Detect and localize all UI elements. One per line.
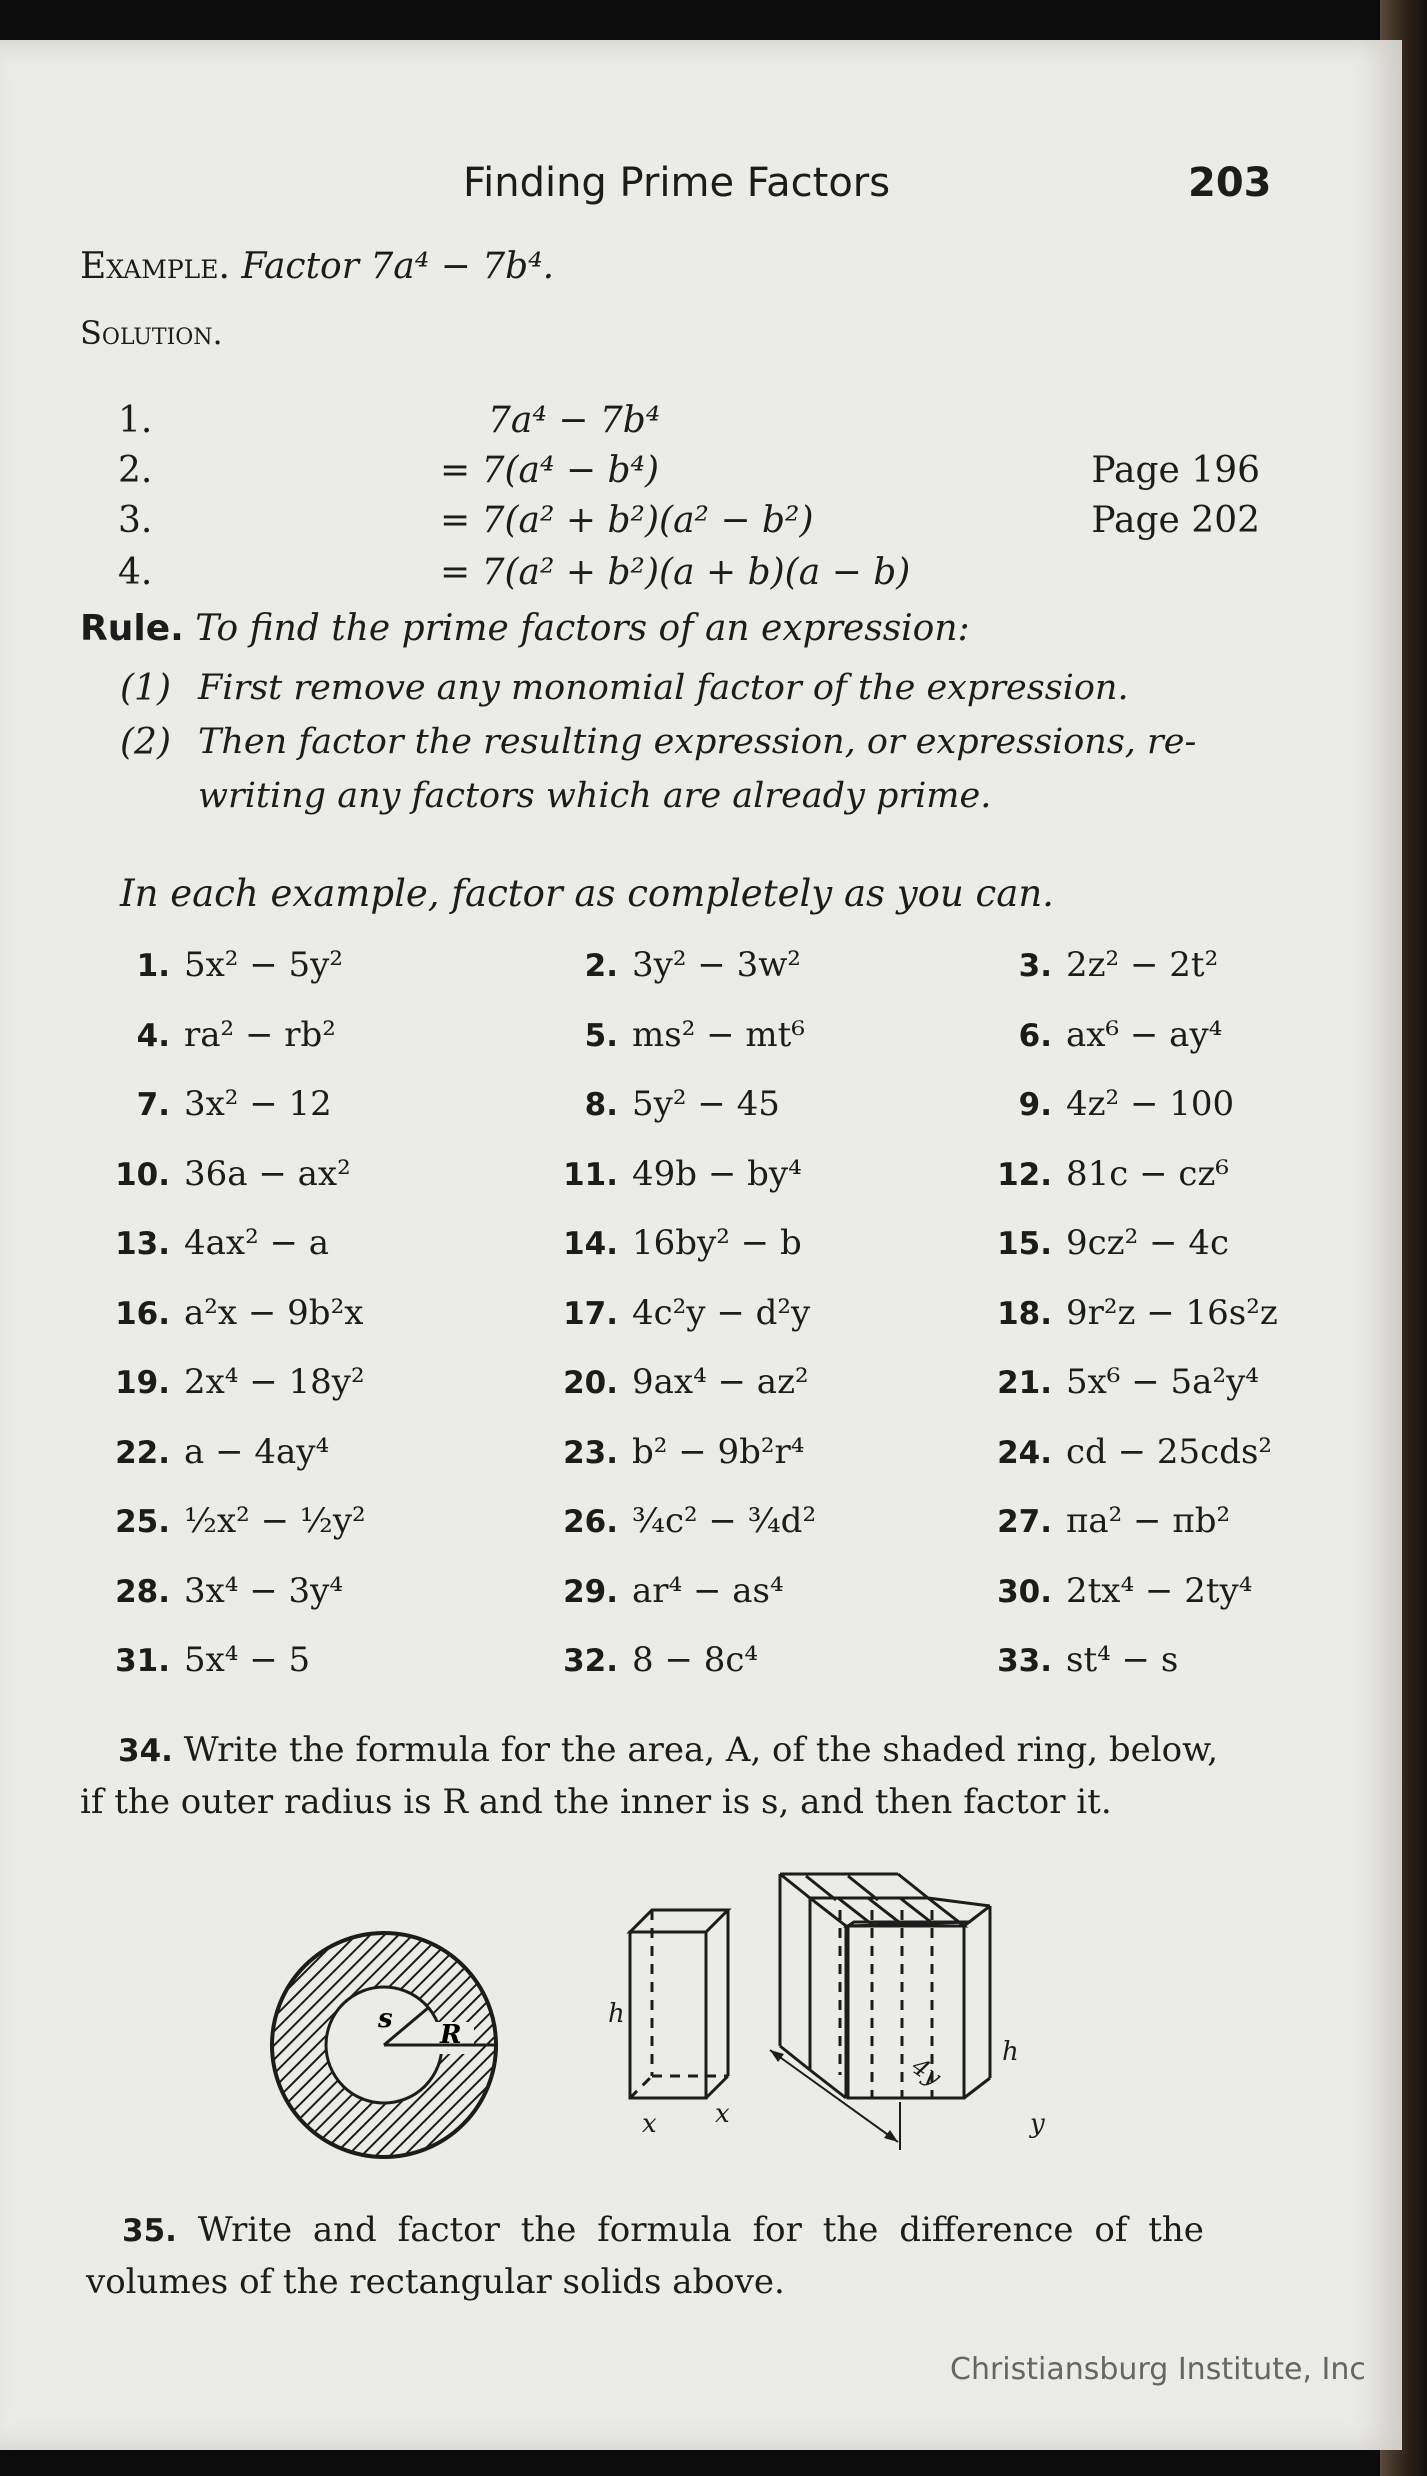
exercise-number: 22. — [115, 1435, 170, 1471]
exercise-expression: st⁴ − s — [1066, 1640, 1179, 1680]
exercise-number: 30. — [997, 1574, 1052, 1610]
exercise-number: 16. — [115, 1296, 170, 1332]
shaded-ring-figure — [272, 1933, 496, 2157]
exercise-expression: 9cz² − 4c — [1066, 1223, 1229, 1263]
exercise-expression: 3y² − 3w² — [632, 945, 801, 985]
problem-34-line-2: if the outer radius is R and the inner is s, and then factor it. — [80, 1782, 1112, 1822]
rule-item-1-text: First remove any monomial factor of the expression. — [198, 668, 1129, 708]
exercise-number: 2. — [584, 948, 618, 984]
exercise-expression: ms² − mt⁶ — [632, 1015, 805, 1055]
page-title: Finding Prime Factors — [463, 160, 891, 206]
solution-step-expression: = 7(a² + b²)(a² − b²) — [440, 500, 814, 541]
solid-4y-label: 4y — [906, 2051, 947, 2092]
watermark: Christiansburg Institute, Inc — [950, 2352, 1366, 2387]
page-number: 203 — [1188, 160, 1272, 206]
exercise-number: 25. — [115, 1504, 170, 1540]
exercise-number: 10. — [115, 1157, 170, 1193]
exercise-number: 6. — [1018, 1018, 1052, 1054]
exercise-expression: 5x⁶ − 5a²y⁴ — [1066, 1362, 1259, 1402]
exercise-expression: ra² − rb² — [184, 1015, 336, 1055]
exercise-expression: 5y² − 45 — [632, 1084, 780, 1124]
exercise-expression: 3x² − 12 — [184, 1084, 332, 1124]
exercise-expression: ar⁴ − as⁴ — [632, 1571, 784, 1611]
example-line — [80, 246, 554, 287]
solid-h-label: h — [1002, 2037, 1019, 2067]
exercise-number: 8. — [584, 1087, 618, 1123]
exercise-number: 7. — [136, 1087, 170, 1123]
solution-label: Solution. — [80, 314, 223, 352]
book-page — [0, 40, 1402, 2450]
exercise-expression: 5x² − 5y² — [184, 945, 344, 985]
exercise-number: 11. — [563, 1157, 618, 1193]
exercise-number: 24. — [997, 1435, 1052, 1471]
exercise-number: 32. — [563, 1643, 618, 1679]
solution-step-number: 1. — [118, 400, 153, 441]
problem-34-line-1 — [118, 1730, 1218, 1770]
example-text: Factor 7a⁴ − 7b⁴. — [241, 246, 555, 287]
solution-step-number: 2. — [118, 450, 153, 491]
long-solid-figure — [770, 1874, 1045, 2150]
solution-step-reference: Page 196 — [1091, 450, 1260, 491]
exercise-expression: 49b − by⁴ — [632, 1154, 802, 1194]
ring-inner-label: s — [378, 2004, 393, 2034]
solution-step-expression: = 7(a⁴ − b⁴) — [440, 450, 660, 491]
exercise-number: 19. — [115, 1365, 170, 1401]
problem-34-text-1: Write the formula for the area, A, of the shaded ring, below, — [183, 1730, 1218, 1770]
problem-35-text-1: Write and factor the formula for the difference of the — [197, 2210, 1204, 2250]
ring-outer-label: R — [440, 2020, 462, 2050]
exercise-number: 21. — [997, 1365, 1052, 1401]
exercise-number: 31. — [115, 1643, 170, 1679]
exercise-expression: 8 − 8c⁴ — [632, 1640, 759, 1680]
exercise-number: 14. — [563, 1226, 618, 1262]
problem-34-number: 34. — [118, 1733, 173, 1769]
problem-35-line-2: volumes of the rectangular solids above. — [86, 2262, 785, 2302]
solution-step-expression: = 7(a² + b²)(a + b)(a − b) — [440, 552, 911, 593]
rule-item-1-number: (1) — [120, 668, 171, 709]
exercise-expression: 2z² − 2t² — [1066, 945, 1219, 985]
problem-35-line-1 — [122, 2210, 1204, 2250]
rule-item-2-text: Then factor the resulting expression, or expressions, re- — [198, 722, 1197, 762]
exercise-expression: 36a − ax² — [184, 1154, 351, 1194]
exercise-expression: 4c²y − d²y — [632, 1293, 811, 1333]
instructions: In each example, factor as completely as you can. — [120, 872, 1054, 915]
exercise-number: 13. — [115, 1226, 170, 1262]
exercise-expression: 4z² − 100 — [1066, 1084, 1235, 1124]
exercise-number: 33. — [997, 1643, 1052, 1679]
exercise-number: 9. — [1018, 1087, 1052, 1123]
exercise-number: 12. — [997, 1157, 1052, 1193]
exercise-expression: 3x⁴ − 3y⁴ — [184, 1571, 344, 1611]
exercise-number: 1. — [136, 948, 170, 984]
rule-item-2-number: (2) — [120, 722, 171, 763]
exercise-expression: ax⁶ − ay⁴ — [1066, 1015, 1223, 1055]
exercise-expression: 9r²z − 16s²z — [1066, 1293, 1278, 1333]
exercise-expression: a²x − 9b²x — [184, 1293, 364, 1333]
exercise-number: 28. — [115, 1574, 170, 1610]
exercise-expression: 5x⁴ − 5 — [184, 1640, 311, 1680]
exercise-expression: 9ax⁴ − az² — [632, 1362, 809, 1402]
exercise-number: 4. — [136, 1018, 170, 1054]
exercise-expression: 16by² − b — [632, 1223, 802, 1263]
exercise-expression: 2tx⁴ − 2ty⁴ — [1066, 1571, 1253, 1611]
box-x-label-1: x — [642, 2109, 657, 2139]
example-label: Example. — [80, 246, 230, 287]
exercise-number: 20. — [563, 1365, 618, 1401]
rule-line — [80, 608, 970, 649]
box-x-label-2: x — [715, 2099, 730, 2129]
solution-step-reference: Page 202 — [1091, 500, 1260, 541]
exercise-expression: 2x⁴ − 18y² — [184, 1362, 365, 1402]
exercise-expression: πa² − πb² — [1066, 1501, 1231, 1541]
problem-35-number: 35. — [122, 2213, 177, 2249]
exercise-number: 3. — [1018, 948, 1052, 984]
exercise-number: 15. — [997, 1226, 1052, 1262]
exercise-expression: 4ax² − a — [184, 1223, 330, 1263]
exercise-number: 27. — [997, 1504, 1052, 1540]
solution-step-number: 3. — [118, 500, 153, 541]
exercise-expression: a − 4ay⁴ — [184, 1432, 330, 1472]
rule-item-2-continued: writing any factors which are already prime. — [198, 776, 992, 816]
exercise-number: 17. — [563, 1296, 618, 1332]
solid-y-label: y — [1030, 2109, 1045, 2139]
exercise-number: 26. — [563, 1504, 618, 1540]
exercise-expression: 81c − cz⁶ — [1066, 1154, 1229, 1194]
small-box-figure — [608, 1910, 730, 2139]
exercise-expression: ¾c² − ¾d² — [632, 1501, 817, 1541]
rule-label: Rule. — [80, 608, 184, 649]
figures — [250, 1870, 1100, 2180]
exercise-expression: cd − 25cds² — [1066, 1432, 1273, 1472]
solution-step-number: 4. — [118, 552, 153, 593]
solution-step-expression: 7a⁴ − 7b⁴ — [488, 400, 661, 441]
rule-intro: To find the prime factors of an expression: — [195, 608, 970, 649]
exercise-number: 23. — [563, 1435, 618, 1471]
exercise-number: 29. — [563, 1574, 618, 1610]
exercise-expression: ½x² − ½y² — [184, 1501, 366, 1541]
exercise-number: 18. — [997, 1296, 1052, 1332]
exercise-number: 5. — [584, 1018, 618, 1054]
box-h-label: h — [608, 1999, 625, 2029]
exercise-expression: b² − 9b²r⁴ — [632, 1432, 805, 1472]
